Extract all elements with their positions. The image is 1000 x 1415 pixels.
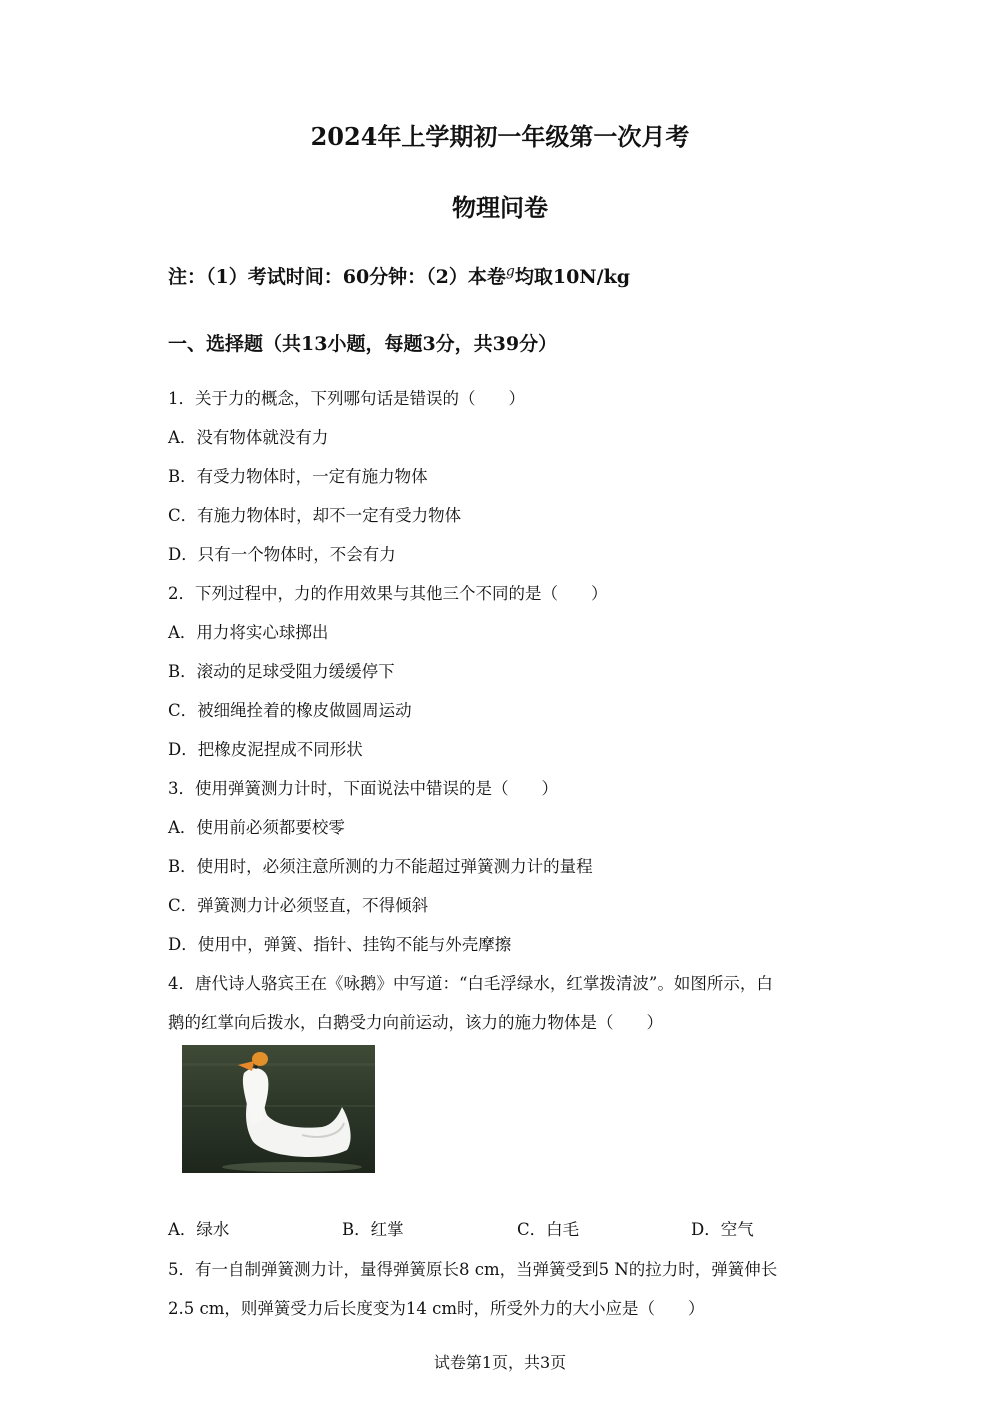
g-symbol: g xyxy=(505,263,515,280)
q1-stem: 1．关于力的概念，下列哪句话是错误的（ ） xyxy=(168,389,525,408)
q1-option-d: D．只有一个物体时，不会有力 xyxy=(168,545,396,564)
q3-option-b: B．使用时，必须注意所测的力不能超过弹簧测力计的量程 xyxy=(168,857,593,876)
q4-option-a: A．绿水 xyxy=(168,1220,230,1239)
q3-stem: 3．使用弹簧测力计时，下面说法中错误的是（ ） xyxy=(168,779,558,798)
exam-subtitle: 物理问卷 xyxy=(452,193,548,222)
q3-option-c: C．弹簧测力计必须竖直，不得倾斜 xyxy=(168,896,429,915)
q1-option-a: A．没有物体就没有力 xyxy=(168,428,329,447)
q2-option-b: B．滚动的足球受阻力缓缓停下 xyxy=(168,662,395,681)
note-prefix: 注：（1）考试时间：60分钟：（2）本卷 xyxy=(168,266,506,288)
q4-option-b: B．红掌 xyxy=(342,1220,404,1239)
q5-stem-line1: 5．有一自制弹簧测力计，量得弹簧原长8 cm，当弹簧受到5 N的拉力时，弹簧伸长 xyxy=(168,1260,778,1279)
q4-options xyxy=(168,1216,848,1240)
q5-stem-line2: 2.5 cm，则弹簧受力后长度变为14 cm时，所受外力的大小应是（ ） xyxy=(168,1299,705,1318)
q1-option-b: B．有受力物体时，一定有施力物体 xyxy=(168,467,428,486)
page-footer: 试卷第1页，共3页 xyxy=(433,1353,567,1372)
section-heading: 一、选择题（共13小题，每题3分，共39分） xyxy=(168,333,558,355)
q2-option-d: D．把橡皮泥捏成不同形状 xyxy=(168,740,363,759)
q4-option-c: C．白毛 xyxy=(517,1220,580,1239)
exam-title: 2024年上学期初一年级第一次月考 xyxy=(310,122,690,151)
q3-option-a: A．使用前必须都要校零 xyxy=(168,818,345,837)
q2-option-c: C．被细绳拴着的橡皮做圆周运动 xyxy=(168,701,412,720)
q2-stem: 2．下列过程中，力的作用效果与其他三个不同的是（ ） xyxy=(168,584,608,603)
q4-stem-line2: 鹅的红掌向后拨水，白鹅受力向前运动，该力的施力物体是（ ） xyxy=(168,1013,663,1032)
q4-stem-line1: 4．唐代诗人骆宾王在《咏鹅》中写道：“白毛浮绿水，红掌拨清波”。如图所示，白 xyxy=(168,974,773,993)
exam-note xyxy=(168,262,630,289)
q2-option-a: A．用力将实心球掷出 xyxy=(168,623,329,642)
note-suffix: 均取10N/kg xyxy=(514,266,631,288)
q3-option-d: D．使用中，弹簧、指针、挂钩不能与外壳摩擦 xyxy=(168,935,512,954)
q1-option-c: C．有施力物体时，却不一定有受力物体 xyxy=(168,506,462,525)
goose-illustration xyxy=(182,1045,375,1173)
q4-option-d: D．空气 xyxy=(691,1220,754,1239)
goose-image xyxy=(182,1045,375,1173)
